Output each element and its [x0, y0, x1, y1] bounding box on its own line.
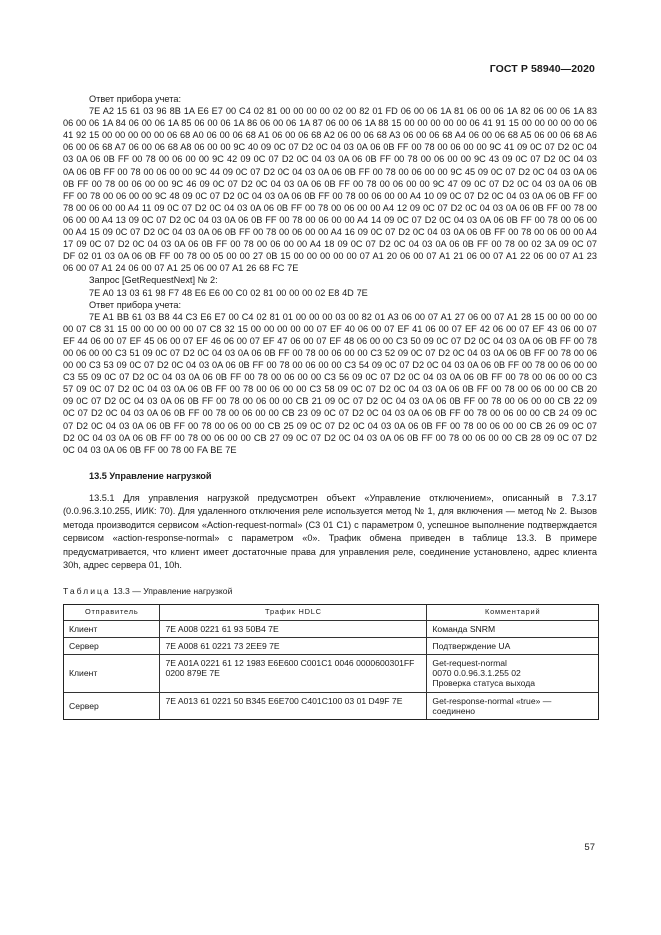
response-label: Ответ прибора учета:: [89, 299, 182, 310]
request-label: Запрос [GetRequestNext] № 2:: [89, 275, 218, 286]
column-header-comment: Комментарий: [427, 605, 599, 620]
body-paragraph: 13.5.1 Для управления нагрузкой предусмотрен объект «Управление отключением», описанный в 7.3.17 (0.0.96.3.10.255, ИИК: 70). Для удаленного отключения реле используется метод № 1, для включения — метод № 2. Вызов метода производится сервисом «Action-request-normal» (C3 01 C1) с параметром 0, успешное выполнение подтверждается сервисом «action-response-normal» с параметром «0». Трафик обмена приведен в таблице 13.3. В примере предусматривается, что клиент имеет достаточные права для управления реле, соединение установлено, адрес клиента 30h, адрес сервера 01, 10h.: [63, 492, 597, 570]
hex-dump: 7E A2 15 61 03 96 8B 1A E6 E7 00 C4 02 81 00 00 00 00 02 00 82 01 FD 06 00 06 1A 81 06 00 06 1A 82 06 00 06 1A 83 06 00 06 1A 84 06 00 06 1A 85 06 00 06 1A 86 06 00 06 1A 87 06 00 06 1A 88 15 00 00 00 00 00 06 41 91 15 00 00 00 00 00 06 41 92 15 00 00 00 00 00 06 68 A0 06 00 06 68 A1 06 00 06 68 A2 06 00 06 68 A3 06 00 06 68 A4 06 00 06 68 A5 06 00 06 68 A6 06 00 06 68 A7 06 00 06 68 A8 06 00 00 9C 40 09 0C 07 D2 0C 04 03 0A 06 0B FF 00 78 00 06 00 00 9C 41 09 0C 07 D2 0C 04 03 0A 06 0B FF 00 78 00 06 00 00 9C 42 09 0C 07 D2 0C 04 03 0A 06 0B FF 00 78 00 06 00 00 9C 43 09 0C 07 D2 0C 04 03 0A 06 0B FF 00 78 00 06 00 00 9C 44 09 0C 07 D2 0C 04 03 0A 06 0B FF 00 78 00 06 00 00 9C 45 09 0C 07 D2 0C 04 03 0A 06 0B FF 00 78 00 06 00 00 9C 46 09 0C 07 D2 0C 04 03 0A 06 0B FF 00 78 00 06 00 00 9C 47 09 0C 07 D2 0C 04 03 0A 06 0B FF 00 78 00 06 00 00 9C 48 09 0C 07 D2 0C 04 03 0A 06 0B FF 00 78 00 06 00 00 A4 10 09 0C 07 D2 0C 04 03 0A 06 0B FF 00 78 00 06 00 00 A4 11 09 0C 07 D2 0C 04 03 0A 06 0B FF 00 78 00 06 00 00 A4 12 09 0C 07 D2 0C 04 03 0A 06 0B FF 00 78 00 06 00 00 A4 13 09 0C 07 D2 0C 04 03 0A 06 0B FF 00 78 00 06 00 00 A4 14 09 0C 07 D2 0C 04 03 0A 06 0B FF 00 78 00 06 00 00 A4 15 09 0C 07 D2 0C 04 03 0A 06 0B FF 00 78 00 06 00 00 A4 16 09 0C 07 D2 0C 04 03 0A 06 0B FF 00 78 00 06 00 00 A4 17 09 0C 07 D2 0C 04 03 0A 06 0B FF 00 78 00 06 00 00 A4 18 09 0C 07 D2 0C 04 03 0A 06 0B FF 00 78 00 02 3A 09 0C 07 DF 02 01 03 0A 06 0B FF 00 78 00 05 00 00 27 0B 15 00 00 00 00 00 07 A1 20 06 00 07 A1 21 06 00 07 A1 22 06 00 07 A1 23 06 00 07 A1 24 06 00 07 A1 25 06 00 07 A1 26 68 FC 7E: [63, 106, 597, 274]
standard-code: ГОСТ Р 58940—2020: [489, 63, 595, 75]
comment-line: 0070 0.0.96.3.1.255 02: [432, 668, 521, 679]
cell-comment: [427, 655, 599, 693]
response-label: Ответ прибора учета:: [89, 94, 182, 104]
traffic-table: [63, 604, 599, 720]
comment-line: Get-request-normal: [432, 658, 507, 669]
cell-comment: Подтверждение UA: [427, 637, 599, 654]
cell-sender: Сервер: [64, 637, 160, 654]
cell-comment: Команда SNRM: [427, 620, 599, 637]
table-caption: [63, 585, 597, 597]
hex-dump: 7E A1 BB 61 03 B8 44 C3 E6 E7 00 C4 02 81 01 00 00 00 03 00 82 01 A3 06 00 07 A1 27 06 00 07 A1 28 15 00 00 00 00 00 07 C8 31 15 00 00 00 00 00 07 C8 32 15 00 00 00 00 00 07 EF 40 06 00 07 EF 41 06 00 07 EF 42 06 00 07 EF 43 06 00 07 EF 44 06 00 07 EF 45 06 00 07 EF 46 06 00 07 EF 47 06 00 07 EF 48 06 00 00 C3 50 09 0C 07 D2 0C 04 03 0A 06 0B FF 00 78 00 06 00 00 C3 51 09 0C 07 D2 0C 04 03 0A 06 0B FF 00 78 00 06 00 00 C3 52 09 0C 07 D2 0C 04 03 0A 06 0B FF 00 78 00 06 00 00 C3 53 09 0C 07 D2 0C 04 03 0A 06 0B FF 00 78 00 06 00 00 C3 54 09 0C 07 D2 0C 04 03 0A 06 0B FF 00 78 00 06 00 00 C3 55 09 0C 07 D2 0C 04 03 0A 06 0B FF 00 78 00 06 00 00 C3 56 09 0C 07 D2 0C 04 03 0A 06 0B FF 00 78 00 06 00 00 C3 57 09 0C 07 D2 0C 04 03 0A 06 0B FF 00 78 00 06 00 00 C3 58 09 0C 07 D2 0C 04 03 0A 06 0B FF 00 78 00 06 00 00 CB 20 09 0C 07 D2 0C 04 03 0A 06 0B FF 00 78 00 06 00 00 CB 21 09 0C 07 D2 0C 04 03 0A 06 0B FF 00 78 00 06 00 00 CB 22 09 0C 07 D2 0C 04 03 0A 06 0B FF 00 78 00 06 00 00 CB 23 09 0C 07 D2 0C 04 03 0A 06 0B FF 00 78 00 06 00 00 CB 24 09 0C 07 D2 0C 04 03 0A 06 0B FF 00 78 00 06 00 00 CB 25 09 0C 07 D2 0C 04 03 0A 06 0B FF 00 78 00 06 00 00 CB 26 09 0C 07 D2 0C 04 03 0A 06 0B FF 00 78 00 06 00 00 CB 27 09 0C 07 D2 0C 04 03 0A 06 0B FF 00 78 00 06 00 00 CB 28 09 0C 07 D2 0C 04 03 0A 06 0B FF 00 78 00 FA BE 7E: [63, 311, 597, 455]
cell-comment: [427, 692, 599, 719]
column-header-sender: Отправитель: [64, 605, 160, 620]
cell-traffic: 7E A01A 0221 61 12 1983 E6E600 C001C1 0046 0000600301FF 0200 879E 7E: [160, 655, 427, 693]
table-caption-title: 13.3 — Управление нагрузкой: [113, 586, 233, 597]
cell-traffic: 7E A013 61 0221 50 B345 E6E700 C401C100 03 01 D49F 7E: [160, 692, 427, 719]
column-header-traffic: Трафик HDLC: [160, 605, 427, 620]
cell-sender: Сервер: [64, 692, 160, 719]
table-row: [64, 692, 599, 719]
table-row: [64, 655, 599, 693]
comment-line: Проверка статуса выхода: [432, 678, 536, 689]
cell-sender: Клиент: [64, 620, 160, 637]
page-content: [63, 93, 597, 720]
hex-dump: 7E A0 13 03 61 98 F7 48 E6 E6 00 C0 02 81 00 00 00 02 E8 4D 7E: [89, 287, 368, 298]
table-caption-word: Таблица: [63, 586, 111, 597]
comment-line: соединено: [432, 705, 476, 716]
comment-line: Get-response-normal «true» —: [432, 695, 552, 706]
cell-traffic: 7E A008 61 0221 73 2EE9 7E: [160, 637, 427, 654]
table-header-row: [64, 605, 599, 620]
page-number: 57: [584, 842, 595, 853]
cell-traffic: 7E A008 0221 61 93 50B4 7E: [160, 620, 427, 637]
section-heading: 13.5 Управление нагрузкой: [89, 470, 212, 481]
table-row: [64, 637, 599, 654]
table-row: [64, 620, 599, 637]
cell-sender: Клиент: [64, 655, 160, 693]
